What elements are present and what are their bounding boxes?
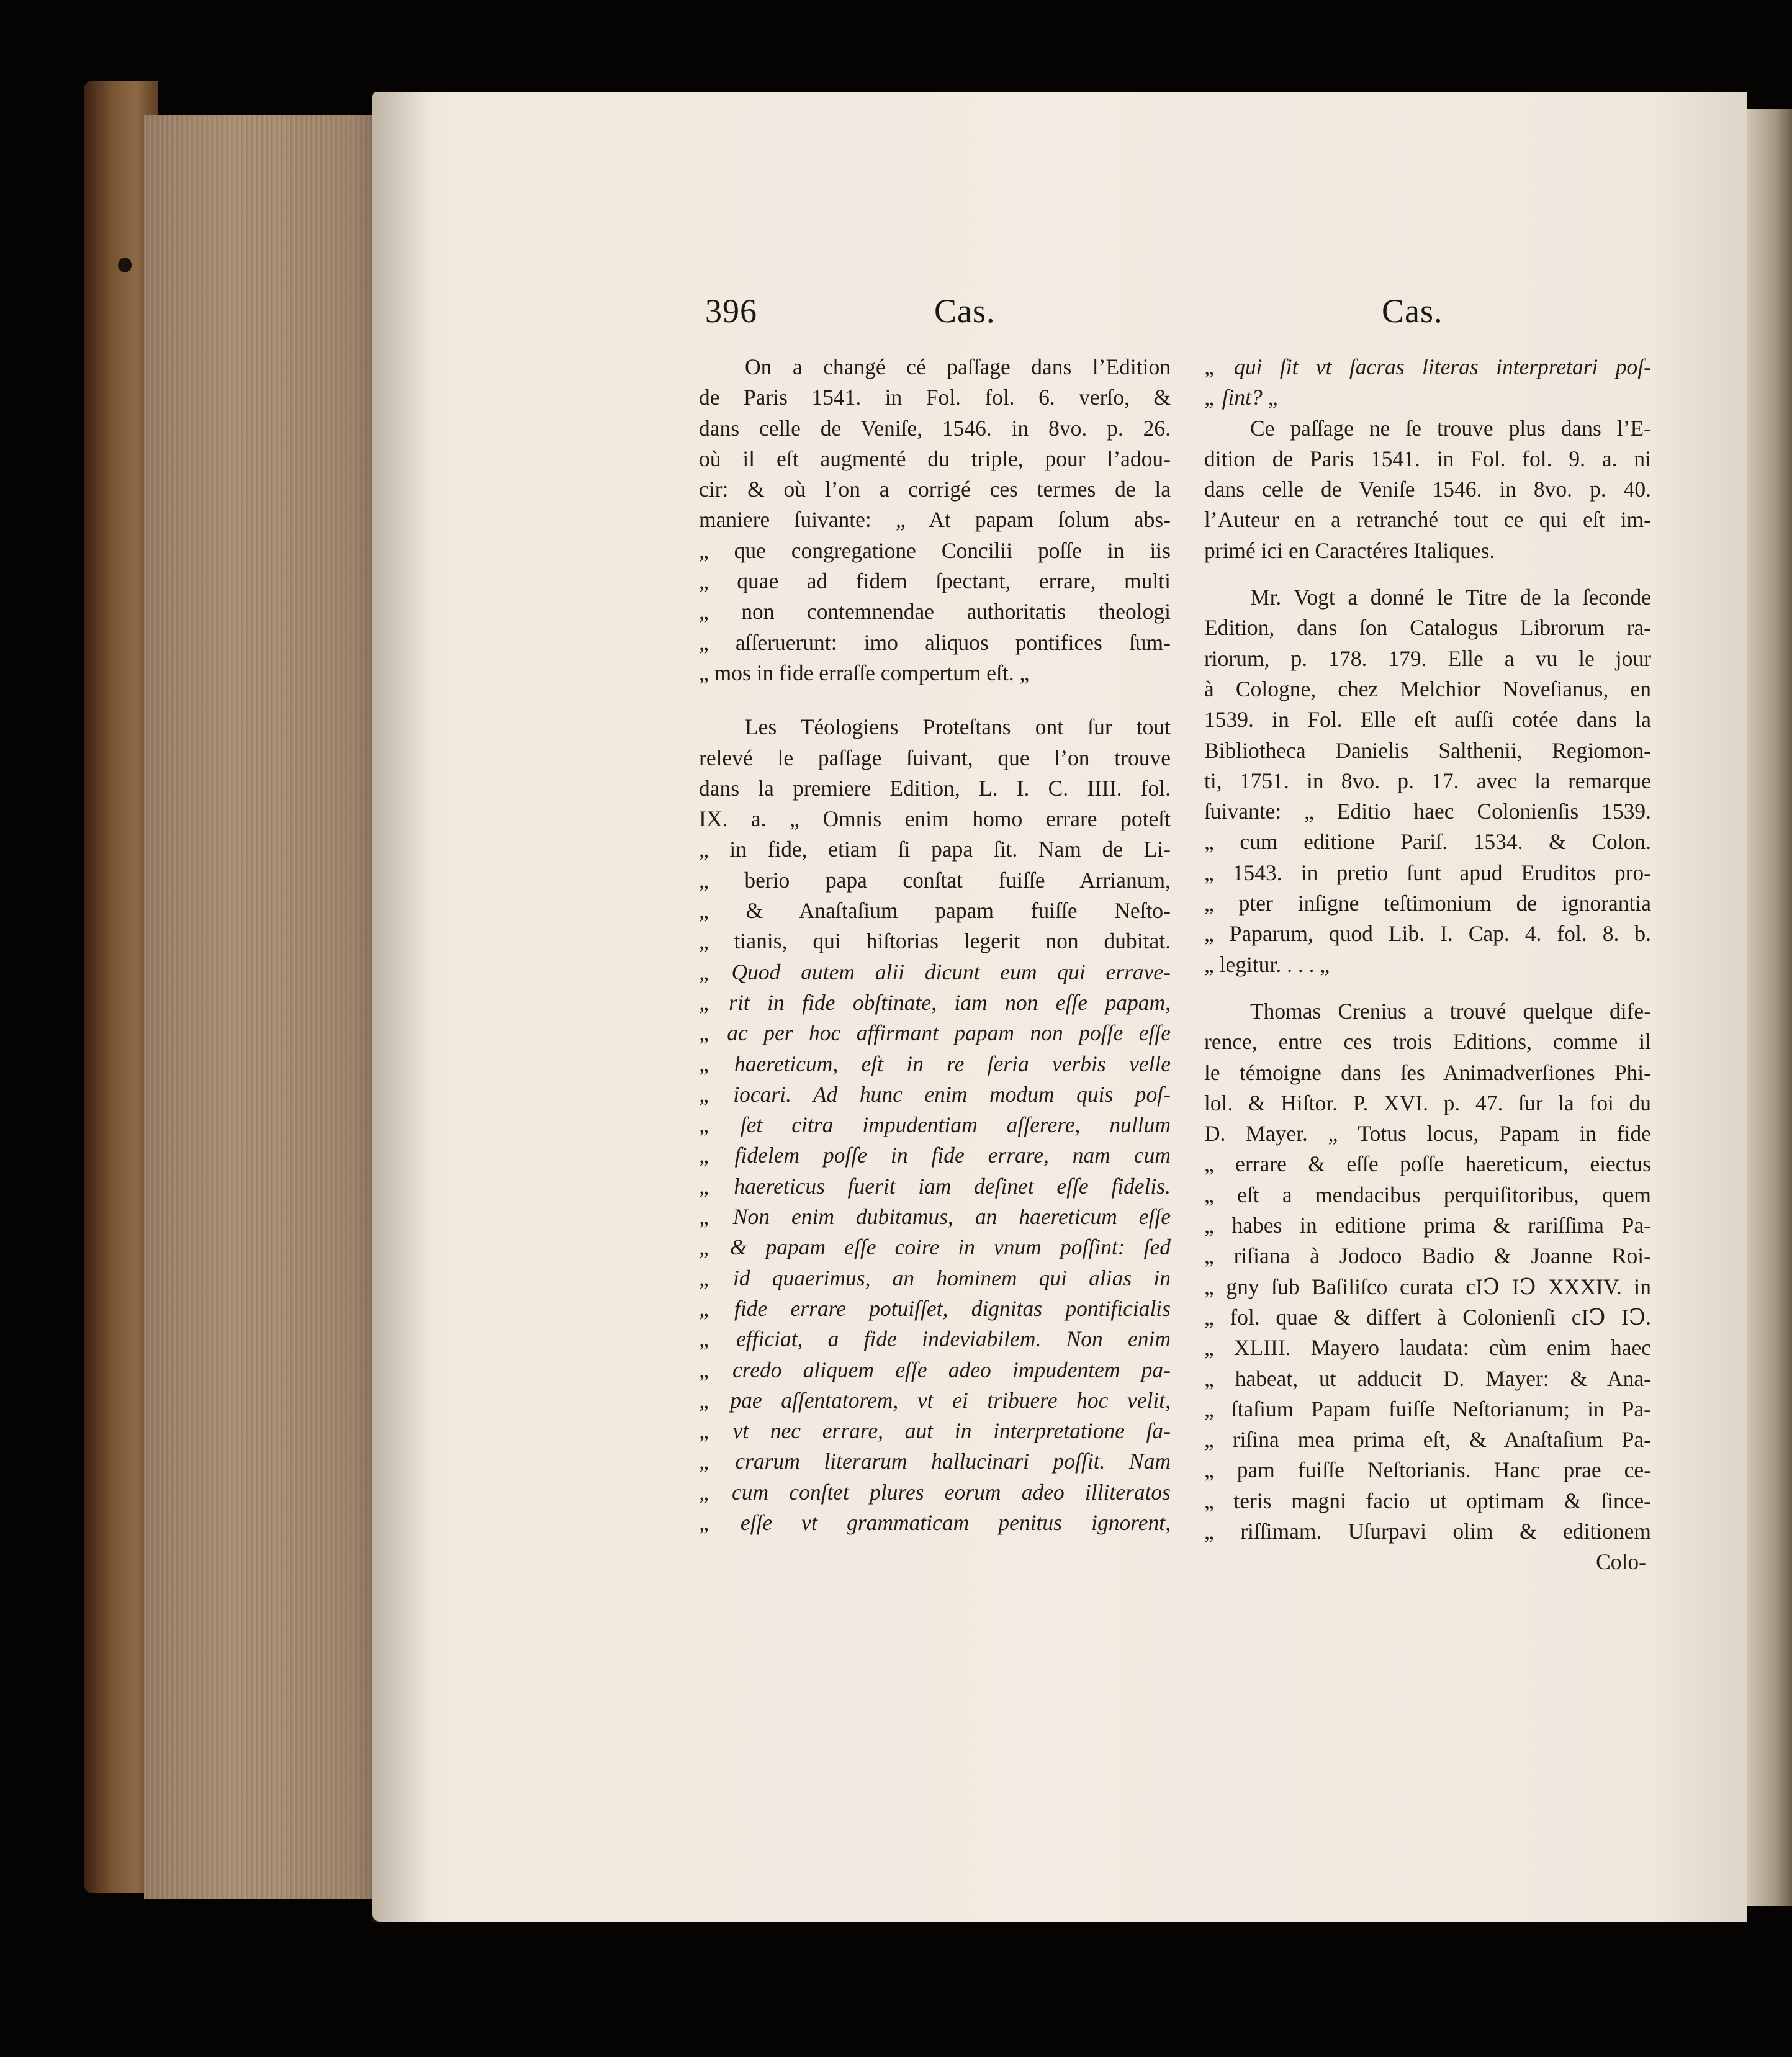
text-line-italic: „ pae aſſentatorem, vt ei tribuere hoc velit, [699, 1387, 1171, 1413]
text-line: „ teris magni facio ut optimam & ſince- [1204, 1488, 1651, 1513]
text-line: „ aſſeruerunt: imo aliquos pontifices ſum- [699, 629, 1171, 655]
text-line: „ que congregatione Concilii poſſe in iis [699, 538, 1171, 563]
paragraph-5 [1204, 582, 1651, 980]
text-line: maniere ſuivante: „ At papam ſolum abs- [699, 507, 1171, 533]
paragraph-2 [699, 712, 1171, 1538]
text-line: „ Paparum, quod Lib. I. Cap. 4. fol. 8. b. [1204, 921, 1651, 947]
text-line: „ riſiana à Jodoco Badio & Joanne Roi- [1204, 1243, 1651, 1269]
text-line-italic: „ ac per hoc affirmant papam non poſſe eſſe [699, 1020, 1171, 1046]
text-line-italic: „ iocari. Ad hunc enim modum quis poſ- [699, 1081, 1171, 1107]
text-line: Mr. Vogt a donné le Titre de la ſeconde [1250, 585, 1651, 610]
right-column [1204, 352, 1651, 1578]
text-line: „ legitur. . . . „ [1204, 952, 1330, 977]
paragraph-3 [1204, 352, 1651, 413]
text-line: riorum, p. 178. 179. Elle a vu le jour [1204, 646, 1651, 671]
text-line: „ gny ſub Baſiliſco curata cIↃ IↃ XXXIV. in [1204, 1274, 1651, 1299]
text-line: dition de Paris 1541. in Fol. fol. 9. a. ni [1204, 446, 1651, 471]
text-line: „ cum editione Pariſ. 1534. & Colon. [1204, 829, 1651, 855]
text-line-italic: „ id quaerimus, an hominem qui alias in [699, 1265, 1171, 1290]
text-line: Thomas Crenius a trouvé quelque dife- [1250, 998, 1651, 1024]
facing-page-edge [1747, 109, 1792, 1906]
cover-nail [118, 258, 132, 272]
text-line: „ fol. quae & differt à Colonienſi cIↃ IↃ. [1204, 1304, 1651, 1330]
left-column [699, 352, 1171, 1538]
text-line: 1539. in Fol. Elle eſt auſſi cotée dans la [1204, 707, 1651, 732]
paragraph-1 [699, 352, 1171, 688]
text-line: relevé le paſſage ſuivant, que l’on trouve [699, 745, 1171, 770]
text-line: dans la premiere Edition, L. I. C. IIII. fol. [699, 775, 1171, 801]
running-head-right: Cas. [1382, 292, 1443, 330]
text-line-italic: „ eſſe vt grammaticam penitus ignorent, [699, 1510, 1171, 1535]
text-line: où il eſt augmenté du triple, pour l’adou- [699, 446, 1171, 471]
text-line-italic: „ & papam eſſe coire in vnum poſſint: ſed [699, 1235, 1171, 1260]
text-line-italic: „ credo aliquem eſſe adeo impudentem pa- [699, 1357, 1171, 1382]
text-line: dans celle de Veniſe 1546. in 8vo. p. 40. [1204, 477, 1651, 502]
text-line: primé ici en Caractéres Italiques. [1204, 538, 1495, 563]
text-line: Ce paſſage ne ſe trouve plus dans l’E- [1250, 415, 1651, 441]
text-line: On a changé cé paſſage dans l’Edition [745, 354, 1171, 379]
catchword: Colo- [1596, 1549, 1646, 1575]
text-line: „ non contemnendae authoritatis theologi [699, 599, 1171, 624]
text-line: „ riſina mea prima eſt, & Anaſtaſium Pa- [1204, 1427, 1651, 1452]
paragraph-4 [1204, 413, 1651, 566]
text-line-italic: „ Quod autem alii dicunt eum qui errave- [699, 959, 1171, 984]
text-line: le témoigne dans ſes Animadverſiones Phi- [1204, 1060, 1651, 1085]
text-line-italic: „ efficiat, a fide indeviabilem. Non enim [699, 1326, 1171, 1352]
text-line-italic: „ Non enim dubitamus, an haereticum eſſe [699, 1204, 1171, 1230]
text-line-italic: „ ſint? „ [1204, 385, 1281, 410]
text-line: „ eſt a mendacibus perquiſitoribus, quem [1204, 1182, 1651, 1207]
text-line-italic: „ cum conſtet plures eorum adeo illiteratos [699, 1479, 1171, 1505]
text-line: „ pam fuiſſe Neſtorianis. Hanc prae ce- [1204, 1457, 1651, 1483]
text-line: D. Mayer. „ Totus locus, Papam in fide [1204, 1121, 1651, 1146]
text-line-italic: „ vt nec errare, aut in interpretatione ſa- [699, 1418, 1171, 1444]
text-line: IX. a. „ Omnis enim homo errare poteſt [699, 806, 1171, 832]
text-line: „ pter inſigne teſtimonium de ignorantia [1204, 891, 1651, 916]
text-line: l’Auteur en a retranché tout ce qui eſt im- [1204, 507, 1651, 533]
text-line-italic: „ crarum literarum hallucinari poſſit. Nam [699, 1449, 1171, 1474]
text-line-italic: „ fide errare potuiſſet, dignitas pontificialis [699, 1295, 1171, 1321]
page-number: 396 [705, 292, 757, 330]
text-line: „ mos in fide erraſſe compertum eſt. „ [699, 660, 1030, 685]
text-line: „ habes in editione prima & rariſſima Pa- [1204, 1213, 1651, 1238]
text-line-italic: „ haereticus fuerit iam deſinet eſſe fidelis. [699, 1173, 1171, 1199]
text-line: „ XLIII. Mayero laudata: cùm enim haec [1204, 1335, 1651, 1361]
text-line: „ in fide, etiam ſi papa ſit. Nam de Li- [699, 837, 1171, 862]
text-line: Edition, dans ſon Catalogus Librorum ra- [1204, 615, 1651, 641]
text-line: lol. & Hiſtor. P. XVI. p. 47. ſur la foi du [1204, 1090, 1651, 1115]
text-line: „ & Anaſtaſium papam fuiſſe Neſto- [699, 898, 1171, 924]
text-line: „ riſſimam. Uſurpavi olim & editionem [1204, 1518, 1651, 1544]
text-line: de Paris 1541. in Fol. fol. 6. verſo, & [699, 385, 1171, 410]
text-line: „ 1543. in pretio ſunt apud Eruditos pro- [1204, 860, 1651, 885]
text-line: rence, entre ces trois Editions, comme il [1204, 1029, 1651, 1055]
text-line-italic: „ haereticum, eſt in re ſeria verbis velle [699, 1051, 1171, 1076]
text-line: „ tianis, qui hiſtorias legerit non dubitat. [699, 929, 1171, 954]
text-line: Les Téologiens Proteſtans ont ſur tout [745, 714, 1171, 740]
text-line: Bibliotheca Danielis Salthenii, Regiomon- [1204, 737, 1651, 763]
text-line: „ quae ad fidem ſpectant, errare, multi [699, 569, 1171, 594]
text-line: cir: & où l’on a corrigé ces termes de la [699, 477, 1171, 502]
text-line-italic: „ fidelem poſſe in fide errare, nam cum [699, 1143, 1171, 1168]
text-line: dans celle de Veniſe, 1546. in 8vo. p. 26. [699, 415, 1171, 441]
text-line: ti, 1751. in 8vo. p. 17. avec la remarque [1204, 768, 1651, 793]
text-line: „ berio papa conſtat fuiſſe Arrianum, [699, 867, 1171, 893]
text-line-italic: „ rit in fide obſtinate, iam non eſſe papam, [699, 989, 1171, 1015]
gutter-shadow [372, 92, 428, 1922]
text-line-italic: „ ſet citra impudentiam aſſerere, nullum [699, 1112, 1171, 1138]
page-block-shade [144, 115, 379, 1899]
text-line: „ habeat, ut adducit D. Mayer: & Ana- [1204, 1366, 1651, 1391]
text-line: ſuivante: „ Editio haec Colonienſis 1539. [1204, 799, 1651, 824]
running-head-left: Cas. [934, 292, 996, 330]
text-line-italic: „ qui ſit vt ſacras literas interpretari poſ- [1204, 354, 1651, 379]
text-line: à Cologne, chez Melchior Noveſianus, en [1204, 676, 1651, 701]
text-line: „ ſtaſium Papam fuiſſe Neſtorianum; in Pa- [1204, 1396, 1651, 1421]
text-line: „ errare & eſſe poſſe haereticum, eiectus [1204, 1151, 1651, 1177]
paragraph-6 [1204, 996, 1651, 1547]
